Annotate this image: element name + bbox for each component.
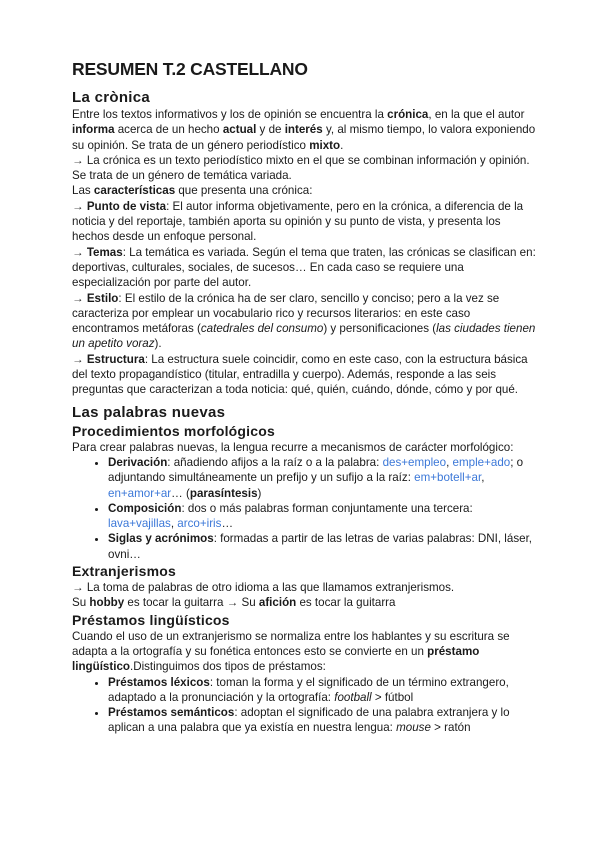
list-item-prestamos-semanticos: • Préstamos semánticos: adoptan el significado de una palabra extranjera y lo aplican a una palabra que ya existía en nuestra lengua: mouse > ratón [108, 705, 538, 736]
procedimientos-intro: Para crear palabras nuevas, la lengua recurre a mecanismos de carácter morfológico: [72, 440, 514, 454]
cronica-intro: Entre los textos informativos y los de opinión se encuentra la crónica, en la que el autor informa acerca de un hecho actual y de interés y, al mismo tiempo, lo valora exponiendo su opinión. Se trata de un género periodístico mixto. [72, 108, 536, 152]
list-item-composicion: • Composición: dos o más palabras forman conjuntamente una tercera: lava+vajillas, arco+iris… [108, 501, 538, 532]
procedimientos-list [72, 455, 538, 562]
document-page [72, 58, 538, 736]
prestamos-intro: Cuando el uso de un extranjerismo se normaliza entre los hablantes y su escritura se adapta a la ortografía y su fonética entonces esto se convierte en un préstamo lingüístico.Distinguimos dos tipos de préstamos: [72, 629, 510, 674]
heading-procedimientos-morfologicos: Procedimientos morfológicos [72, 422, 275, 439]
extranjerismos-definition: → La toma de palabras de otro idioma a las que llamamos extranjerismos. [72, 581, 455, 595]
extranjerismos-example: Su hobby es tocar la guitarra → Su afición es tocar la guitarra [72, 596, 396, 610]
list-item-siglas: • Siglas y acrónimos: formadas a partir de las letras de varias palabras: DNI, láser, ovni… [108, 531, 538, 562]
prestamos-list [72, 675, 538, 736]
cronica-characteristics-intro: Las características que presenta una crónica: [72, 184, 313, 198]
heading-la-cronica: La crònica [72, 89, 151, 106]
heading-las-palabras-nuevas: Las palabras nuevas [72, 403, 226, 421]
document-title: RESUMEN T.2 CASTELLANO [72, 59, 308, 79]
characteristic-temas: → Temas: La temática es variada. Según el tema que traten, las crónicas se clasifican en: deportivas, culturales, sociales, de sucesos… En cada caso se requiere una especialización por parte del autor. [72, 245, 536, 290]
characteristic-punto-de-vista: → Punto de vista: El autor informa objetivamente, pero en la crónica, a diferencia de la noticia y del reportaje, también aporta su opinión y su punto de vista, y presenta los hechos desde un enfoque personal. [72, 199, 524, 244]
list-item-derivacion: • Derivación: añadiendo afijos a la raíz o a la palabra: des+empleo, emple+ado; o adjuntando simultáneamente un prefijo y un sufijo a la raíz: em+botell+ar, en+amor+ar… (parasíntesis) [108, 455, 538, 501]
characteristic-estructura: → Estructura: La estructura suele coincidir, como en este caso, con la estructura básica del texto propagandístico (titular, entradilla y cuerpo). Además, responde a las seis preguntas que caracterizan a toda noticia: qué, quién, cuándo, dónde, cómo y por qué. [72, 352, 528, 397]
heading-prestamos-linguisticos: Préstamos lingüísticos [72, 611, 230, 628]
heading-extranjerismos: Extranjerismos [72, 563, 176, 580]
cronica-definition: → La crónica es un texto periodístico mixto en el que se combinan información y opinión. Se trata de un género de temática variada. [72, 153, 530, 183]
list-item-prestamos-lexicos: • Préstamos léxicos: toman la forma y el significado de un término extrangero, adaptado a la pronunciación y la ortografía: football > fútbol [108, 675, 538, 706]
characteristic-estilo: → Estilo: El estilo de la crónica ha de ser claro, sencillo y conciso; pero a la vez se caracteriza por emplear un vocabulario rico y recursos literarios: en este caso encontramos metáforas (catedrales del consumo) y personificaciones (las ciudades tienen un apetito voraz). [72, 291, 536, 351]
